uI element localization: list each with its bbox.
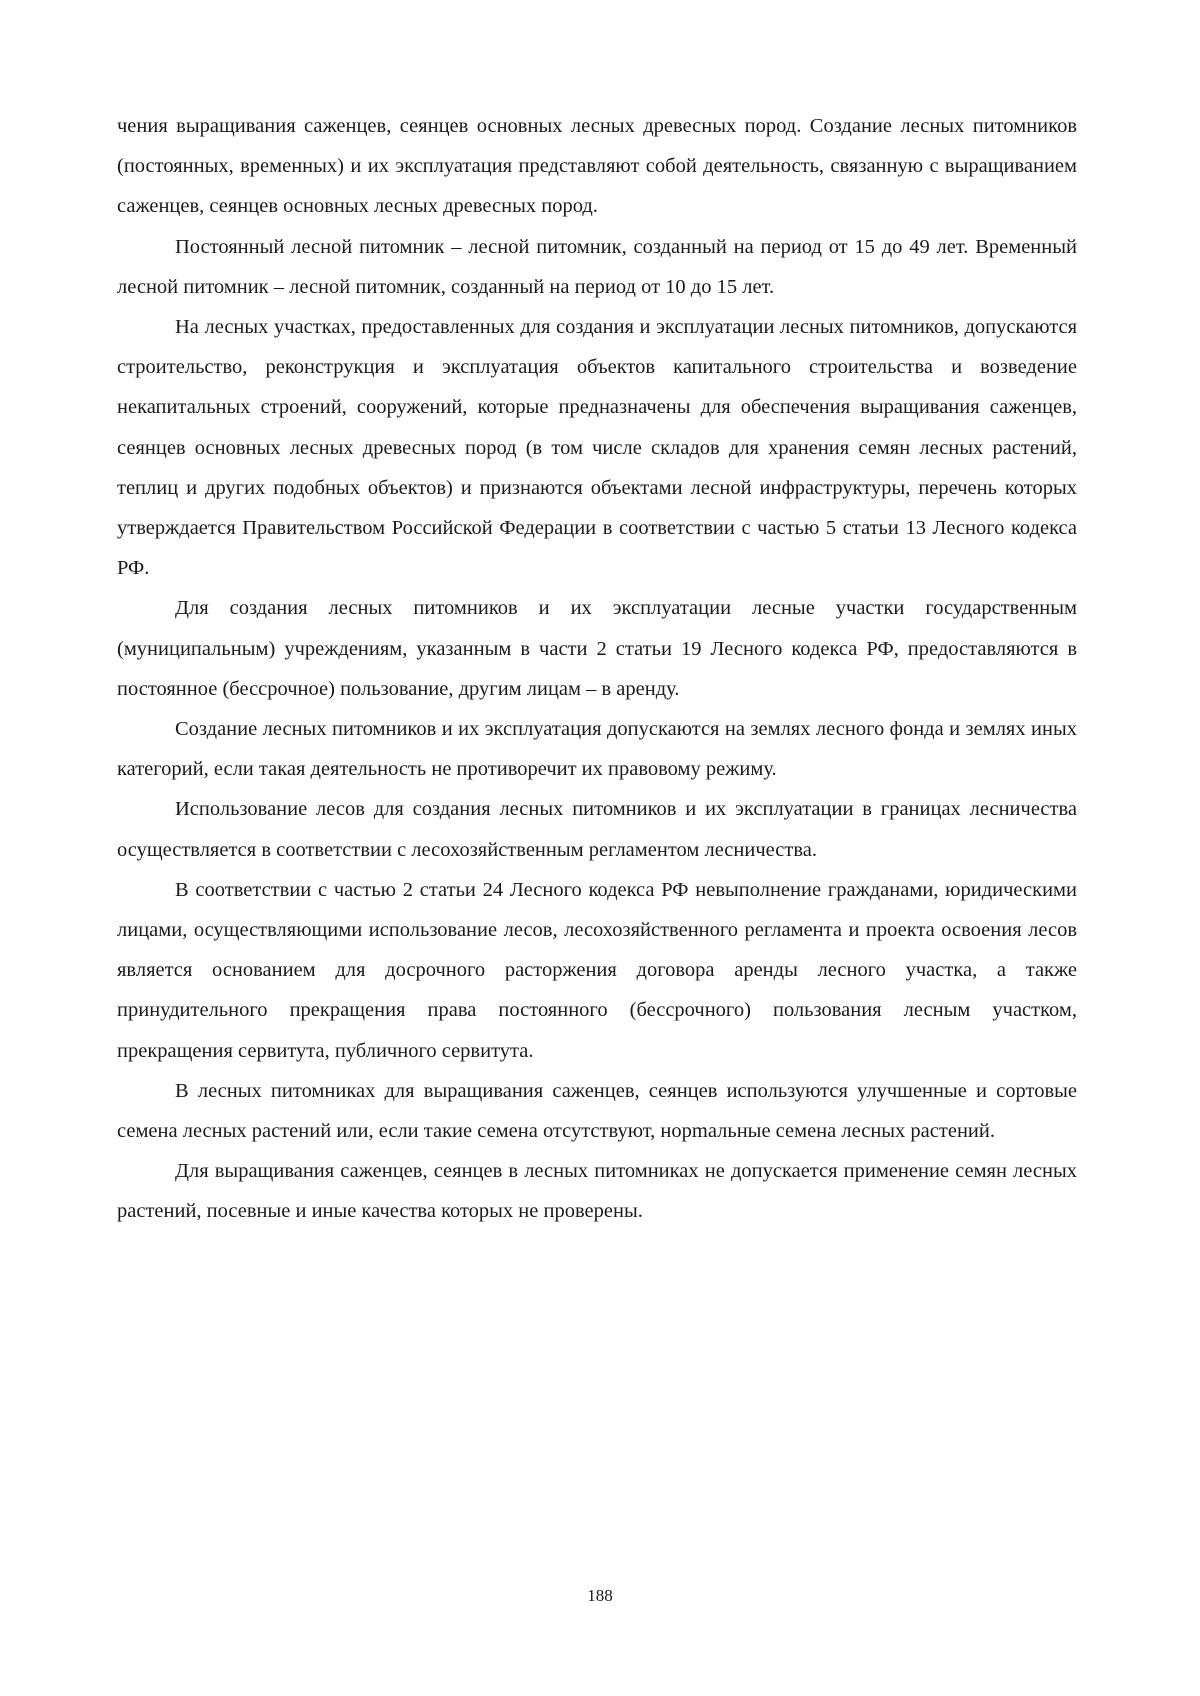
paragraph-infrastructure: На лесных участках, предоставленных для создания и эксплуатации лесных питомников, допускаются строительство, реконструкция и эксплуатация объектов капитального строительства и возведение некапитальных строений, сооружений, которые предназначены для обеспечения выращивания саженцев, сеянцев основных лесных древесных пород (в том числе складов для хранения семян лесных растений, теплиц и других подобных объектов) и признаются объектами лесной инфраструктуры, перечень которых утверждается Правительством Российской Федерации в соответствии с частью 5 статьи 13 Лесного кодекса РФ. bbox=[117, 316, 1077, 580]
paragraph-continuation: чения выращивания саженцев, сеянцев основных лесных древесных пород. Создание лесных питомников (постоянных, временных) и их эксплуатация представляют собой деятельность, связанную с выращиванием саженцев, сеянцев основных лесных древесных пород. bbox=[117, 115, 1077, 218]
paragraph-permanent-nursery: Постоянный лесной питомник – лесной питомник, созданный на период от 15 до 49 лет. Временный лесной питомник – лесной питомник, созданный на период от 10 до 15 лет. bbox=[117, 235, 1077, 298]
paragraph-termination: В соответствии с частью 2 статьи 24 Лесного кодекса РФ невыполнение гражданами, юридическими лицами, осуществляющими использование лесов, лесохозяйственного регламента и проекта освоения лесов является основанием для досрочного расторжения договора аренды лесного участка, а также принудительного прекращения права постоянного (бессрочного) пользования лесным участком, прекращения сервитута, публичного сервитута. bbox=[117, 878, 1077, 1062]
page-number: 188 bbox=[587, 1586, 613, 1605]
paragraph-forestry-regulation: Использование лесов для создания лесных питомников и их эксплуатации в границах лесничества осуществляется в соответствии с лесохозяйственным регламентом лесничества. bbox=[117, 798, 1077, 861]
body-text bbox=[117, 106, 1077, 1232]
paragraph-unverified-seeds: Для выращивания саженцев, сеянцев в лесных питомниках не допускается применение семян лесных растений, посевные и иные качества которых не проверены. bbox=[117, 1160, 1077, 1223]
paragraph-seeds: В лесных питомниках для выращивания саженцев, сеянцев используются улучшенные и сортовые семена лесных растений или, если такие семена отсутствуют, норmальные семена лесных растений. bbox=[117, 1079, 1077, 1143]
paragraph-land-categories: Создание лесных питомников и их эксплуатация допускаются на землях лесного фонда и землях иных категорий, если такая деятельность не противоречит их правовому режиму. bbox=[117, 718, 1077, 781]
paragraph-land-provision: Для создания лесных питомников и их эксплуатации лесные участки государственным (муниципальным) учреждениям, указанным в части 2 статьи 19 Лесного кодекса РФ, предоставляются в постоянное (бессрочное) пользование, другим лицам – в аренду. bbox=[117, 597, 1077, 700]
